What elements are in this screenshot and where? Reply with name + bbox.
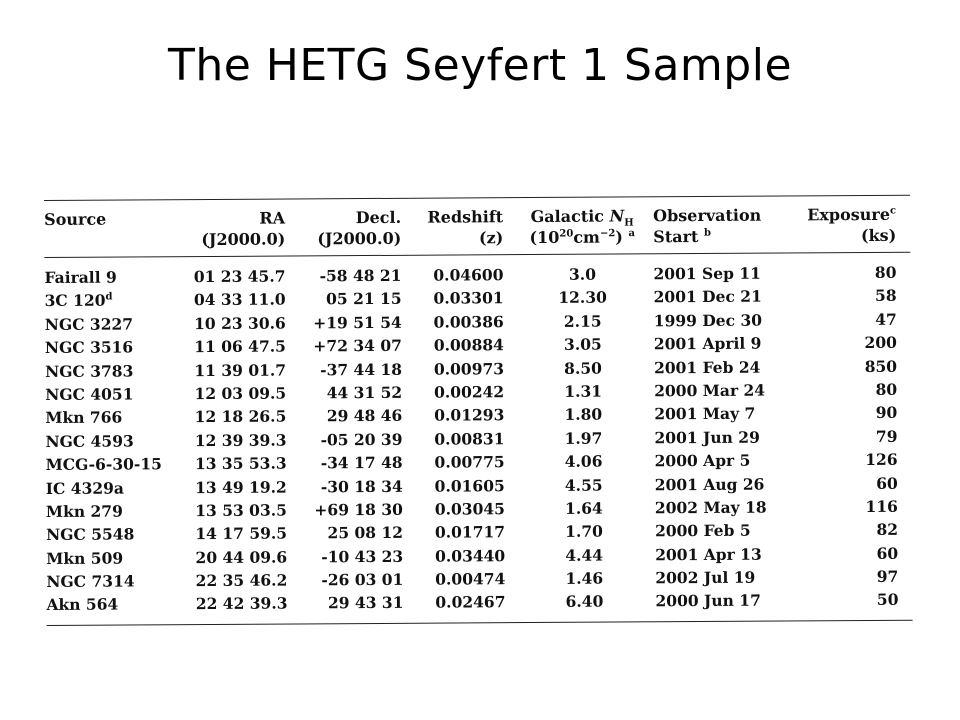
cell-galactic-nh xyxy=(504,426,642,450)
cell-dec xyxy=(286,311,402,335)
cell-exposure-text: 58 xyxy=(874,286,897,306)
cell-ra-text: 12 18 26.5 xyxy=(194,406,287,427)
cell-source-text: 3C 120 xyxy=(44,291,106,311)
cell-source-text: Mkn 766 xyxy=(45,407,123,428)
table-row xyxy=(46,588,912,617)
cell-galactic-nh xyxy=(504,286,642,310)
cell-redshift-text: 0.00474 xyxy=(435,569,506,589)
cell-ra xyxy=(194,498,287,522)
cell-dec-text: -30 18 34 xyxy=(320,476,403,496)
cell-observation-start xyxy=(643,542,780,566)
cell-galactic-nh-text: 6.40 xyxy=(565,592,604,612)
cell-source-text: Mkn 509 xyxy=(46,548,124,568)
header-obs-start xyxy=(641,226,778,248)
cell-ra-text: 13 35 53.3 xyxy=(194,453,287,474)
cell-ra xyxy=(193,381,286,405)
cell-exposure xyxy=(779,354,897,378)
cell-ra xyxy=(193,288,286,312)
cell-exposure-text: 116 xyxy=(865,496,898,516)
cell-galactic-nh-text: 1.64 xyxy=(564,498,603,518)
cell-exposure-text: 90 xyxy=(875,403,898,423)
cell-observation-start xyxy=(642,425,779,449)
cell-redshift xyxy=(403,497,505,521)
header-observation: Observation xyxy=(653,205,762,226)
cell-exposure-text: 80 xyxy=(875,379,898,399)
cell-source xyxy=(45,429,193,453)
cell-source-text: NGC 3783 xyxy=(44,361,134,381)
cell-galactic-nh xyxy=(504,333,642,357)
header-exposure-unit: (ks) xyxy=(860,225,897,246)
cell-source-text: NGC 3227 xyxy=(44,314,134,334)
cell-source-text: Akn 564 xyxy=(46,595,119,615)
cell-ra-text: 11 39 01.7 xyxy=(194,360,287,380)
cell-redshift xyxy=(403,450,505,474)
cell-ra xyxy=(193,405,286,429)
cell-exposure-text: 79 xyxy=(875,426,898,446)
cell-ra xyxy=(194,475,287,499)
cell-observation-start-text: 2000 Feb 5 xyxy=(654,520,751,541)
cell-ra-text: 01 23 45.7 xyxy=(193,266,286,287)
cell-dec xyxy=(287,451,403,475)
cell-source-text: IC 4329a xyxy=(45,478,124,498)
cell-exposure xyxy=(779,308,897,332)
cell-dec-text: -05 20 39 xyxy=(320,429,403,450)
cell-ra xyxy=(194,592,287,616)
cell-ra xyxy=(193,358,286,382)
cell-redshift xyxy=(403,544,505,568)
nh-unit-exp1: 20 xyxy=(559,228,574,240)
cell-source-text: Mkn 279 xyxy=(45,501,123,521)
cell-observation-start-text: 2000 Mar 24 xyxy=(654,380,766,401)
cell-galactic-nh-text: 2.15 xyxy=(563,311,602,331)
cell-exposure-text: 82 xyxy=(876,520,899,540)
cell-source xyxy=(46,546,194,570)
cell-dec-text: 44 31 52 xyxy=(326,382,403,403)
cell-galactic-nh-text: 4.44 xyxy=(565,545,604,565)
cell-source xyxy=(46,569,194,593)
header-dec: Decl. xyxy=(355,207,402,228)
cell-observation-start-text: 2002 Jul 19 xyxy=(655,567,756,588)
cell-exposure-text: 47 xyxy=(875,309,897,329)
header-obs-start-label: Start xyxy=(653,227,699,247)
header-galactic-nh xyxy=(503,205,641,227)
cell-exposure-text: 80 xyxy=(874,262,897,282)
cell-redshift xyxy=(402,287,504,311)
cell-galactic-nh xyxy=(505,449,643,473)
header-ra-epoch: (J2000.0) xyxy=(201,229,286,250)
cell-redshift xyxy=(401,263,503,287)
cell-source-text: NGC 5548 xyxy=(45,524,135,545)
cell-exposure xyxy=(780,448,898,472)
cell-ra xyxy=(194,545,287,569)
cell-exposure xyxy=(780,495,898,519)
cell-dec xyxy=(286,334,402,358)
cell-redshift xyxy=(402,333,504,357)
cell-galactic-nh-text: 1.31 xyxy=(564,381,603,401)
cell-dec xyxy=(287,474,403,498)
cell-galactic-nh-text: 4.55 xyxy=(564,475,603,495)
cell-observation-start-text: 2001 Apr 13 xyxy=(655,544,762,564)
cell-exposure xyxy=(779,331,897,355)
cell-exposure-text: 60 xyxy=(876,473,898,493)
cell-ra xyxy=(193,335,286,359)
cell-observation-start xyxy=(643,589,780,613)
cell-galactic-nh-text: 1.70 xyxy=(565,521,603,542)
cell-redshift-text: 0.04600 xyxy=(433,265,504,285)
cell-dec xyxy=(286,404,402,428)
header-exposure-label: Exposure xyxy=(807,204,891,225)
cell-galactic-nh-text: 3.05 xyxy=(563,334,602,354)
header-source: Source xyxy=(44,209,107,229)
cell-source xyxy=(45,405,193,429)
cell-observation-start xyxy=(642,332,779,356)
cell-exposure xyxy=(780,565,898,589)
cell-dec-text: -37 44 18 xyxy=(320,359,403,379)
cell-dec xyxy=(286,357,402,381)
cell-redshift xyxy=(402,380,504,404)
cell-ra xyxy=(192,265,285,289)
nh-unit-exp2: −2 xyxy=(599,228,616,240)
cell-galactic-nh xyxy=(505,520,643,544)
cell-ra-text: 14 17 59.5 xyxy=(195,523,288,544)
cell-galactic-nh-text: 1.46 xyxy=(565,568,604,588)
header-ra: RA xyxy=(259,208,286,228)
cell-dec-text: 05 21 15 xyxy=(326,289,402,309)
cell-redshift-text: 0.01717 xyxy=(434,522,506,542)
cell-ra xyxy=(193,311,286,335)
cell-ra xyxy=(194,569,287,593)
cell-redshift xyxy=(402,404,504,428)
cell-source xyxy=(45,288,193,312)
cell-dec-text: 25 08 12 xyxy=(327,523,404,543)
cell-dec xyxy=(285,264,401,288)
cell-galactic-nh xyxy=(504,356,642,380)
cell-source xyxy=(44,265,192,289)
table-bottom-rule xyxy=(47,620,913,626)
cell-source xyxy=(45,312,193,336)
cell-source-text: MCG-6-30-15 xyxy=(45,454,162,475)
cell-dec-text: +19 51 54 xyxy=(313,312,402,333)
nh-symbol: N xyxy=(609,206,625,226)
cell-galactic-nh xyxy=(504,403,642,427)
cell-galactic-nh xyxy=(505,543,643,567)
header-redshift-symbol: (z) xyxy=(478,228,504,248)
cell-source xyxy=(46,499,194,523)
cell-ra-text: 13 53 03.5 xyxy=(195,500,287,520)
source-note: d xyxy=(105,291,113,303)
table-body xyxy=(44,261,912,617)
cell-redshift xyxy=(402,427,504,451)
cell-galactic-nh xyxy=(504,309,642,333)
cell-redshift xyxy=(403,567,505,591)
cell-exposure-text: 60 xyxy=(876,543,899,563)
cell-galactic-nh xyxy=(503,262,641,286)
cell-exposure-text: 200 xyxy=(864,332,897,353)
cell-galactic-nh-text: 1.97 xyxy=(564,428,603,448)
cell-ra-text: 12 03 09.5 xyxy=(194,383,287,404)
table-top-rule xyxy=(44,195,910,201)
cell-observation-start-text: 2000 Apr 5 xyxy=(654,450,751,471)
cell-ra xyxy=(193,428,286,452)
cell-exposure-text: 850 xyxy=(864,356,898,376)
cell-observation-start xyxy=(643,449,780,473)
cell-ra-text: 20 44 09.6 xyxy=(195,547,288,567)
cell-observation-start-text: 2001 Jun 29 xyxy=(654,427,760,448)
cell-observation-start xyxy=(641,262,778,286)
cell-observation-start xyxy=(642,355,779,379)
cell-observation-start-text: 2001 Sep 11 xyxy=(653,263,761,284)
cell-exposure-text: 126 xyxy=(865,449,898,470)
cell-redshift-text: 0.03045 xyxy=(434,499,505,519)
cell-galactic-nh-text: 3.0 xyxy=(568,264,597,284)
table-header-rule xyxy=(44,252,910,258)
nh-subscript: H xyxy=(624,217,634,229)
cell-galactic-nh-text: 12.30 xyxy=(558,287,607,308)
header-galactic-label: Galactic xyxy=(530,206,605,227)
cell-redshift-text: 0.00242 xyxy=(434,382,505,402)
header-nh-unit xyxy=(503,226,641,248)
cell-dec-text: -10 43 23 xyxy=(321,546,404,567)
cell-redshift xyxy=(403,591,505,615)
cell-observation-start xyxy=(643,495,780,519)
cell-dec xyxy=(286,287,402,311)
cell-galactic-nh-text: 8.50 xyxy=(564,358,602,378)
cell-observation-start-text: 2000 Jun 17 xyxy=(655,591,761,611)
cell-dec xyxy=(287,568,403,592)
cell-dec xyxy=(287,521,403,545)
cell-observation-start-text: 2001 Dec 21 xyxy=(653,287,762,307)
cell-ra-text: 13 49 19.2 xyxy=(195,477,287,497)
header-dec-epoch: (J2000.0) xyxy=(317,228,402,249)
cell-dec-text: +69 18 30 xyxy=(314,499,403,520)
cell-galactic-nh xyxy=(505,566,643,590)
cell-source-text: NGC 4051 xyxy=(45,384,134,404)
cell-exposure-text: 50 xyxy=(876,590,899,610)
cell-galactic-nh-text: 4.06 xyxy=(564,451,603,471)
cell-ra-text: 12 39 39.3 xyxy=(194,430,287,450)
header-exposure xyxy=(778,204,896,226)
cell-dec xyxy=(287,498,403,522)
cell-ra-text: 04 33 11.0 xyxy=(193,289,286,310)
cell-source xyxy=(46,452,194,476)
cell-exposure xyxy=(779,284,897,308)
cell-dec xyxy=(287,591,403,615)
exposure-note: c xyxy=(889,205,897,217)
cell-observation-start xyxy=(643,566,780,590)
cell-observation-start-text: 2001 Feb 24 xyxy=(653,357,761,377)
cell-observation-start-text: 1999 Dec 30 xyxy=(653,310,763,331)
nh-unit-close: ) xyxy=(615,227,623,247)
cell-exposure xyxy=(780,588,898,612)
cell-redshift-text: 0.02467 xyxy=(435,592,506,613)
cell-ra-text: 10 23 30.6 xyxy=(194,313,286,333)
cell-exposure xyxy=(780,518,898,542)
cell-redshift-text: 0.00386 xyxy=(433,311,504,332)
cell-redshift-text: 0.01293 xyxy=(434,405,505,425)
obs-note: b xyxy=(703,227,711,239)
nh-unit-open: (10 xyxy=(529,227,560,248)
cell-dec xyxy=(287,545,403,569)
cell-galactic-nh xyxy=(505,496,643,520)
cell-redshift-text: 0.00884 xyxy=(433,335,504,355)
cell-redshift xyxy=(402,357,504,381)
cell-redshift-text: 0.03440 xyxy=(435,545,506,566)
cell-observation-start xyxy=(643,519,780,543)
cell-source xyxy=(45,382,193,406)
cell-source-text: NGC 7314 xyxy=(46,571,135,592)
cell-ra-text: 11 06 47.5 xyxy=(194,336,286,357)
cell-source-text: NGC 3516 xyxy=(44,337,134,358)
cell-exposure xyxy=(780,541,898,565)
cell-observation-start xyxy=(643,472,780,496)
cell-observation-start-text: 2002 May 18 xyxy=(654,497,767,518)
cell-exposure xyxy=(779,401,897,425)
cell-redshift-text: 0.00973 xyxy=(433,358,505,379)
cell-ra-text: 22 42 39.3 xyxy=(195,593,288,614)
cell-observation-start-text: 2001 Aug 26 xyxy=(654,474,765,494)
slide-title: The HETG Seyfert 1 Sample xyxy=(167,40,793,91)
cell-ra-text: 22 35 46.2 xyxy=(195,570,288,591)
cell-source xyxy=(45,335,193,359)
cell-dec-text: 29 43 31 xyxy=(327,593,404,613)
cell-dec-text: -58 48 21 xyxy=(319,265,402,286)
cell-dec-text: -34 17 48 xyxy=(320,452,403,473)
cell-source xyxy=(46,522,194,546)
cell-redshift-text: 0.03301 xyxy=(433,288,504,309)
cell-exposure xyxy=(780,471,898,495)
nh-unit-mid: cm xyxy=(573,227,601,247)
cell-dec-text: -26 03 01 xyxy=(321,569,404,590)
cell-galactic-nh-text: 1.80 xyxy=(564,404,603,425)
cell-redshift-text: 0.00775 xyxy=(434,452,505,472)
header-redshift: Redshift xyxy=(427,207,504,227)
cell-observation-start xyxy=(642,402,779,426)
cell-dec-text: 29 48 46 xyxy=(326,406,403,426)
cell-source xyxy=(46,593,194,617)
cell-source-text: Fairall 9 xyxy=(44,267,117,287)
cell-source xyxy=(45,359,193,383)
cell-redshift-text: 0.01605 xyxy=(434,475,505,496)
cell-dec xyxy=(286,381,402,405)
cell-galactic-nh xyxy=(505,590,643,614)
cell-galactic-nh xyxy=(505,473,643,497)
cell-exposure xyxy=(779,378,897,402)
cell-exposure-text: 97 xyxy=(876,566,899,586)
cell-source-text: NGC 4593 xyxy=(45,431,134,451)
cell-ra xyxy=(194,452,287,476)
header-source-blank xyxy=(44,245,192,246)
cell-observation-start xyxy=(642,378,779,402)
cell-redshift xyxy=(402,310,504,334)
cell-dec xyxy=(286,428,402,452)
cell-ra xyxy=(194,522,287,546)
cell-galactic-nh xyxy=(504,379,642,403)
nh-note: a xyxy=(628,228,635,240)
cell-redshift-text: 0.00831 xyxy=(434,428,505,449)
cell-exposure xyxy=(778,261,896,285)
cell-observation-start-text: 2001 May 7 xyxy=(654,404,756,424)
seyfert-sample-table xyxy=(44,195,913,626)
cell-observation-start xyxy=(642,285,779,309)
cell-redshift xyxy=(403,520,505,544)
cell-source xyxy=(46,476,194,500)
cell-redshift xyxy=(403,474,505,498)
cell-observation-start xyxy=(642,308,779,332)
cell-exposure xyxy=(779,425,897,449)
cell-observation-start-text: 2001 April 9 xyxy=(653,333,762,354)
cell-dec-text: +72 34 07 xyxy=(313,335,402,356)
